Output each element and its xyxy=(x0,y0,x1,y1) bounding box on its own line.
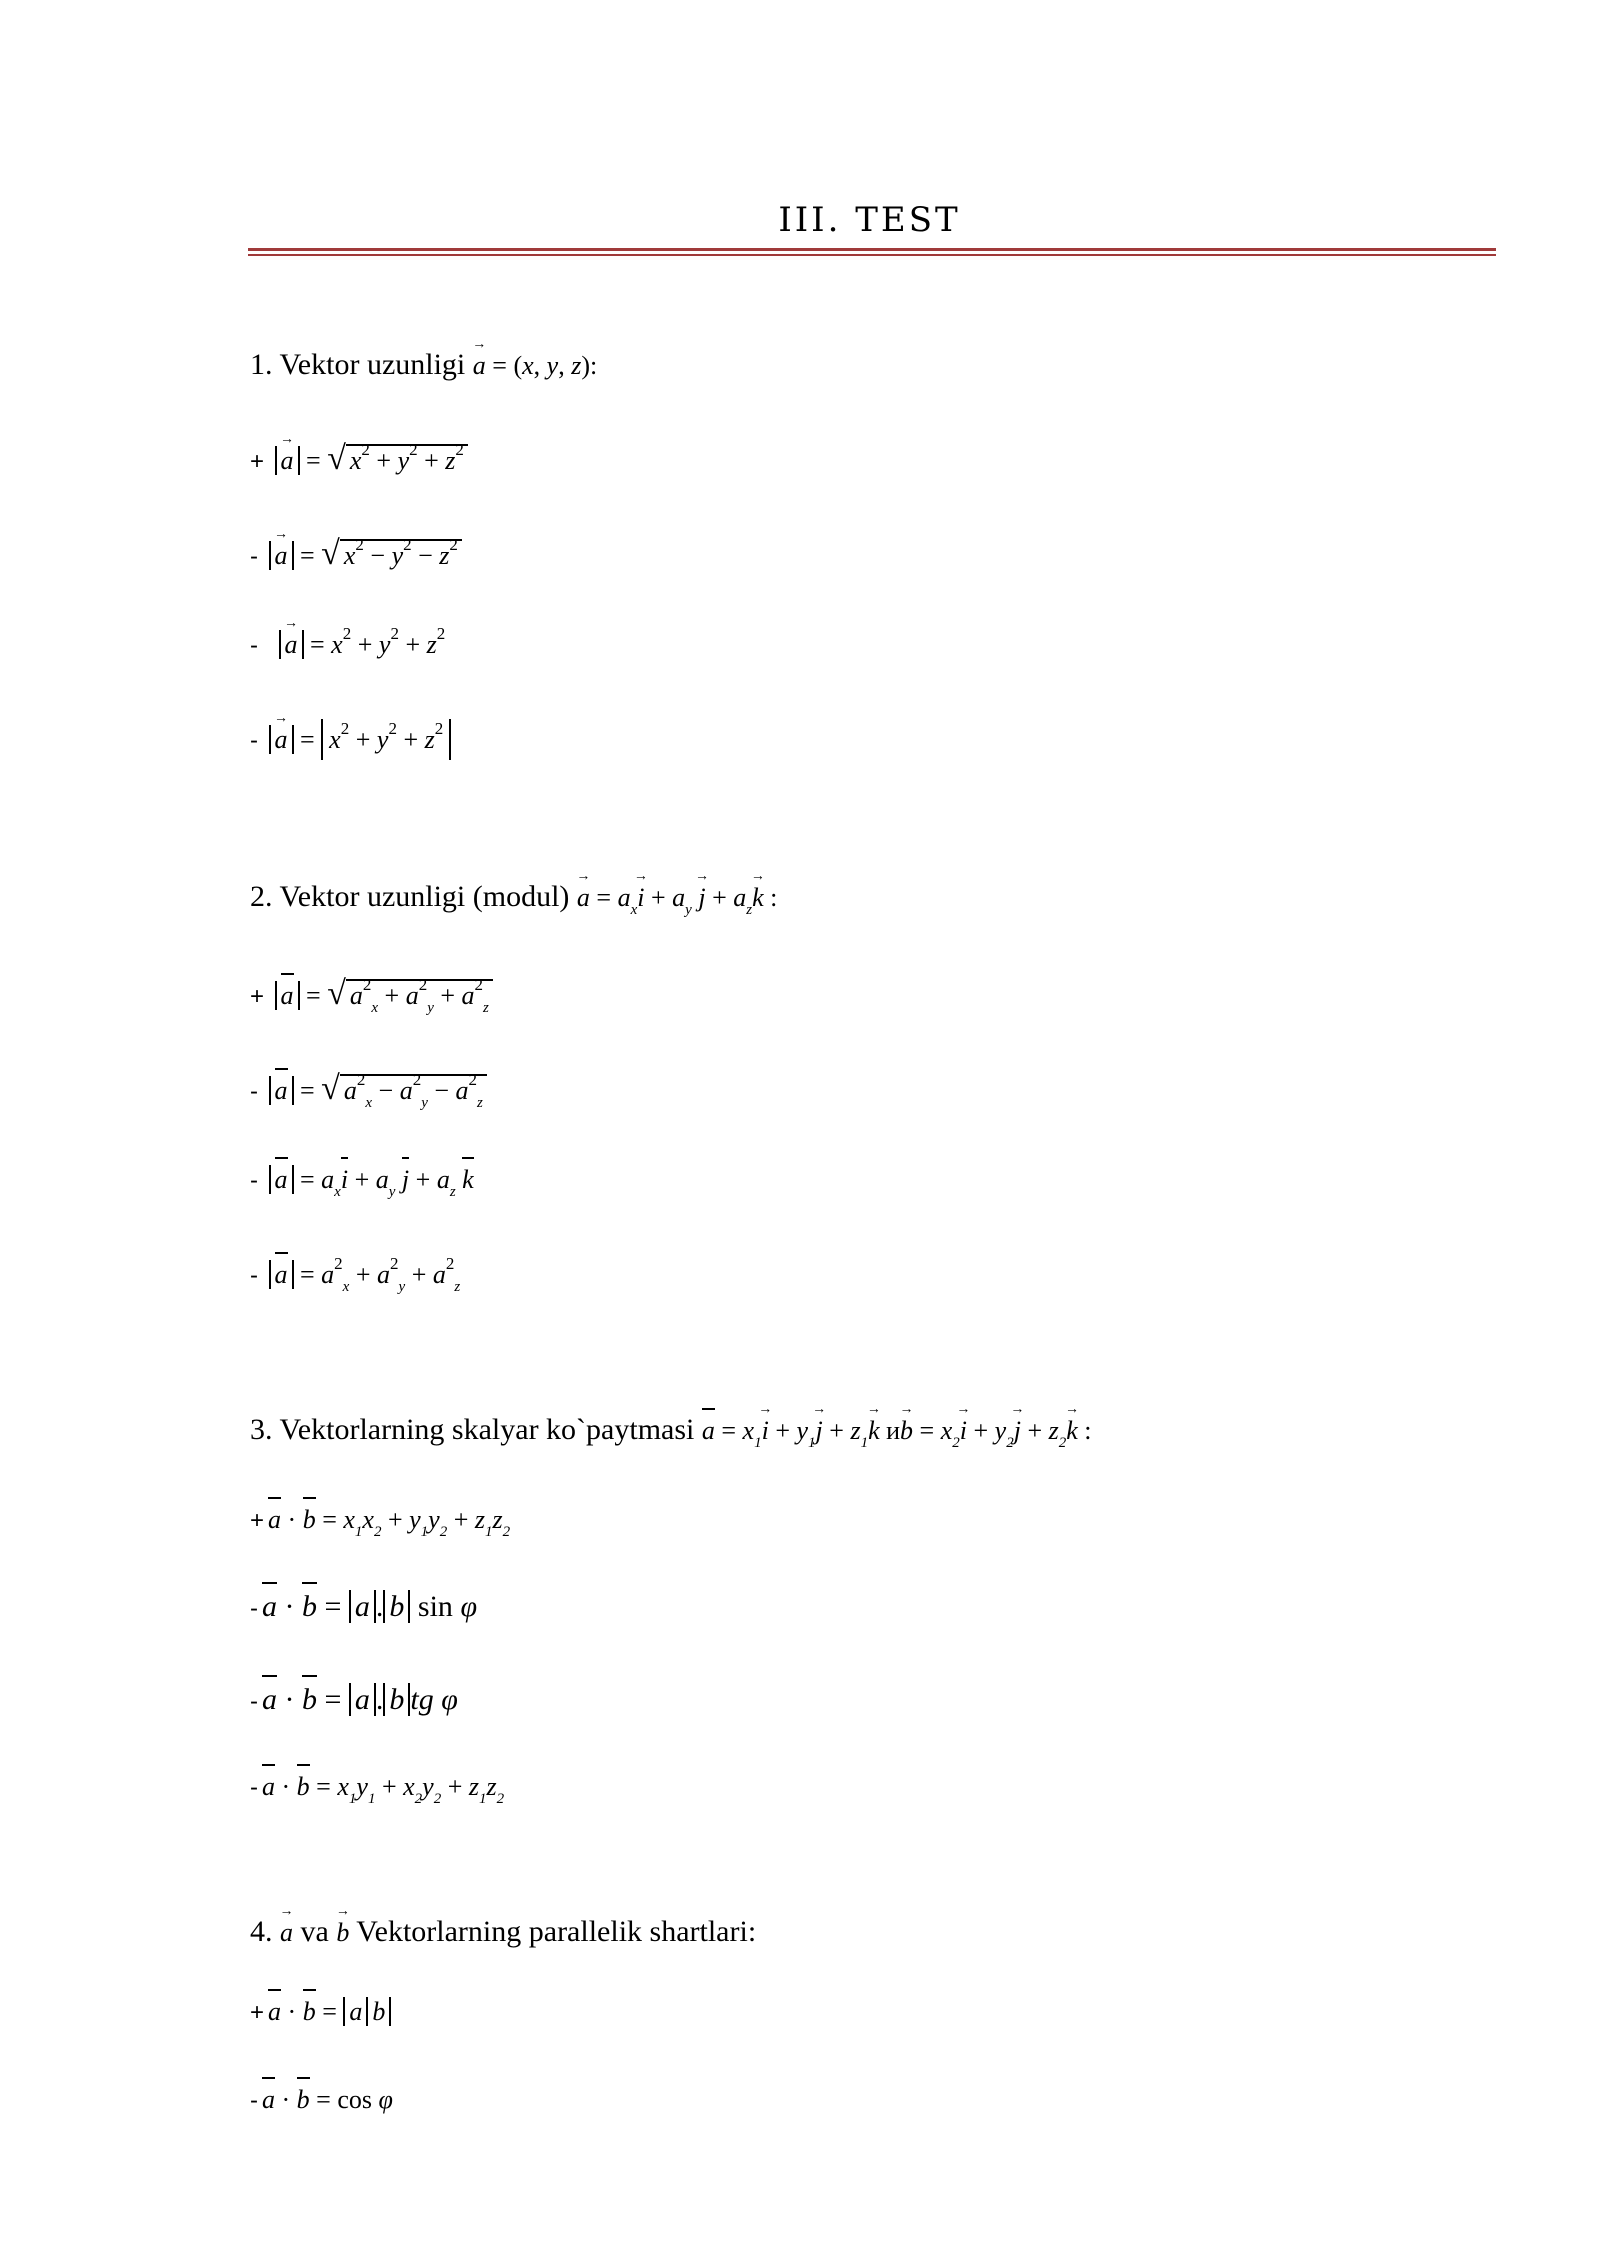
answer-option-4-2[interactable]: - a · b = cos φ xyxy=(250,2085,393,2114)
question-text: Vektorlarning skalyar ko`paytmasi xyxy=(279,1413,695,1446)
question-2 xyxy=(250,880,778,918)
answer-option-2-3[interactable]: - $a = a_xi + a_y$ $j + a_z$ k xyxy=(250,1165,474,1200)
question-text: Vektor uzunligi (modul) xyxy=(279,880,570,913)
question-3 xyxy=(250,1413,1092,1451)
page-title: III. TEST xyxy=(778,200,961,240)
vector-a: → a xyxy=(280,1918,293,1947)
question-4 xyxy=(250,1915,756,1949)
question-number: 1. xyxy=(250,348,273,381)
header-rule xyxy=(248,248,1496,256)
answer-option-3-1[interactable]: + $a \cdot b = x_1x_2 + y_1y_2 + z_1z_2$ xyxy=(250,1505,511,1540)
question-1 xyxy=(250,348,597,382)
question-text-pre: va xyxy=(300,1915,329,1948)
answer-option-1-2[interactable]: - → a = √ $x^2 - y^2 - z^2$ xyxy=(250,535,462,573)
answer-option-2-2[interactable]: - a = √ $a^2_x - a^2_y - a^2_z$ xyxy=(250,1070,487,1108)
answer-option-4-1[interactable]: + a · b = a b xyxy=(250,1997,391,2027)
vector-b: → b xyxy=(336,1918,349,1947)
answer-option-2-1[interactable]: + a = √ $a^2_x + a^2_y + a^2_z$ xyxy=(250,975,493,1013)
question-number: 2. xyxy=(250,880,273,913)
question-formula: → a = (x, y, z): xyxy=(473,351,597,380)
answer-option-3-4[interactable]: - $a \cdot b = x_1y_1 + x_2y_2 + z_1z_2$ xyxy=(250,1772,505,1807)
question-number: 3. xyxy=(250,1413,273,1446)
question-text: Vektor uzunligi xyxy=(279,348,466,381)
answer-option-3-2[interactable]: - a · b = a . b sin φ xyxy=(250,1590,478,1623)
answer-option-1-4[interactable]: - → $a = x^2 + y^2 + z^2$ xyxy=(250,725,451,755)
question-formula: $a = x_1\to i + y_1\to j + z_1\to k$ $и\to b = x_2\to i + y_2\to j + z_2\to k$ : xyxy=(702,1416,1092,1445)
answer-option-1-3[interactable]: - → $a = x^2 + y^2 + z^2$ xyxy=(250,630,445,660)
answer-option-1-1[interactable]: + → a = √ $x^2 + y^2 + z^2$ xyxy=(250,440,468,478)
answer-option-2-4[interactable]: - $a = a^2_x + a^2_y + a^2_z$ xyxy=(250,1254,461,1295)
question-formula: → $a = a_x\to i + a_y \to j + a_z\to k$ : xyxy=(577,883,777,912)
question-text: Vektorlarning parallelik shartlari: xyxy=(356,1915,757,1948)
question-number: 4. xyxy=(250,1915,273,1948)
answer-option-3-3[interactable]: - a · b = a . b tg φ xyxy=(250,1683,458,1716)
